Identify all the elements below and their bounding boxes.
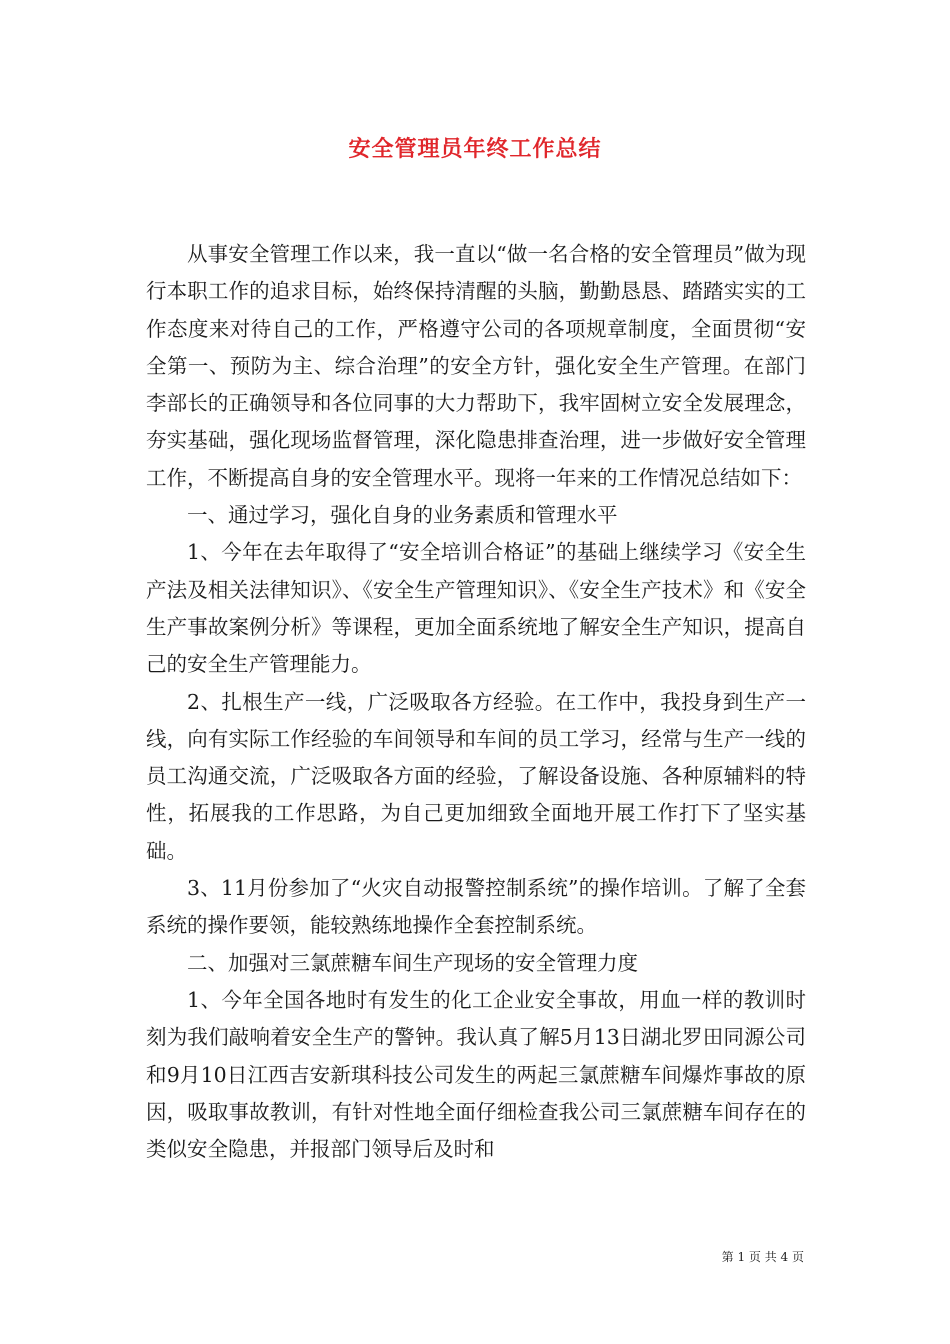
document-body: [146, 236, 806, 1168]
paragraph-intro: 从事安全管理工作以来，我一直以“做一名合格的安全管理员”做为现行本职工作的追求目标，始终保持清醒的头脑，勤勤恳恳、踏踏实实的工作态度来对待自己的工作，严格遵守公司的各项规章制度，全面贯彻“安全第一、预防为主、综合治理”的安全方针，强化安全生产管理。在部门李部长的正确领导和各位同事的大力帮助下，我牢固树立安全发展理念，夯实基础，强化现场监督管理，深化隐患排查治理，进一步做好安全管理工作，不断提高自身的安全管理水平。现将一年来的工作情况总结如下：: [146, 242, 806, 490]
document-title: 安全管理员年终工作总结: [348, 136, 602, 162]
paragraph-1-3: 3、11月份参加了“火灾自动报警控制系统”的操作培训。了解了全套系统的操作要领，能较熟练地操作全套控制系统。: [146, 876, 806, 938]
section-heading-2: 二、加强对三氯蔗糖车间生产现场的安全管理力度: [187, 950, 638, 975]
paragraph-2-1: 1、今年全国各地时有发生的化工企业安全事故，用血一样的教训时刻为我们敲响着安全生产的警钟。我认真了解5月13日湖北罗田同源公司和9月10日江西吉安新琪科技公司发生的两起三氯蔗糖车间爆炸事故的原因，吸取事故教训，有针对性地全面仔细检查我公司三氯蔗糖车间存在的类似安全隐患，并报部门领导后及时和: [146, 987, 806, 1162]
section-heading-1: 一、通过学习，强化自身的业务素质和管理水平: [187, 503, 618, 528]
paragraph-1-2: 2、扎根生产一线，广泛吸取各方经验。在工作中，我投身到生产一线，向有实际工作经验的车间领导和车间的员工学习，经常与生产一线的员工沟通交流，广泛吸取各方面的经验，了解设备设施、各种原辅料的特性，拓展我的工作思路，为自己更加细致全面地开展工作打下了坚实基础。: [146, 689, 806, 863]
page-number: 第 1 页 共 4 页: [721, 1250, 804, 1264]
paragraph-1-1: 1、今年在去年取得了“安全培训合格证”的基础上继续学习《安全生产法及相关法律知识》、《安全生产管理知识》、《安全生产技术》和《安全生产事故案例分析》等课程，更加全面系统地了解安全生产知识，提高自己的安全生产管理能力。: [146, 540, 806, 677]
